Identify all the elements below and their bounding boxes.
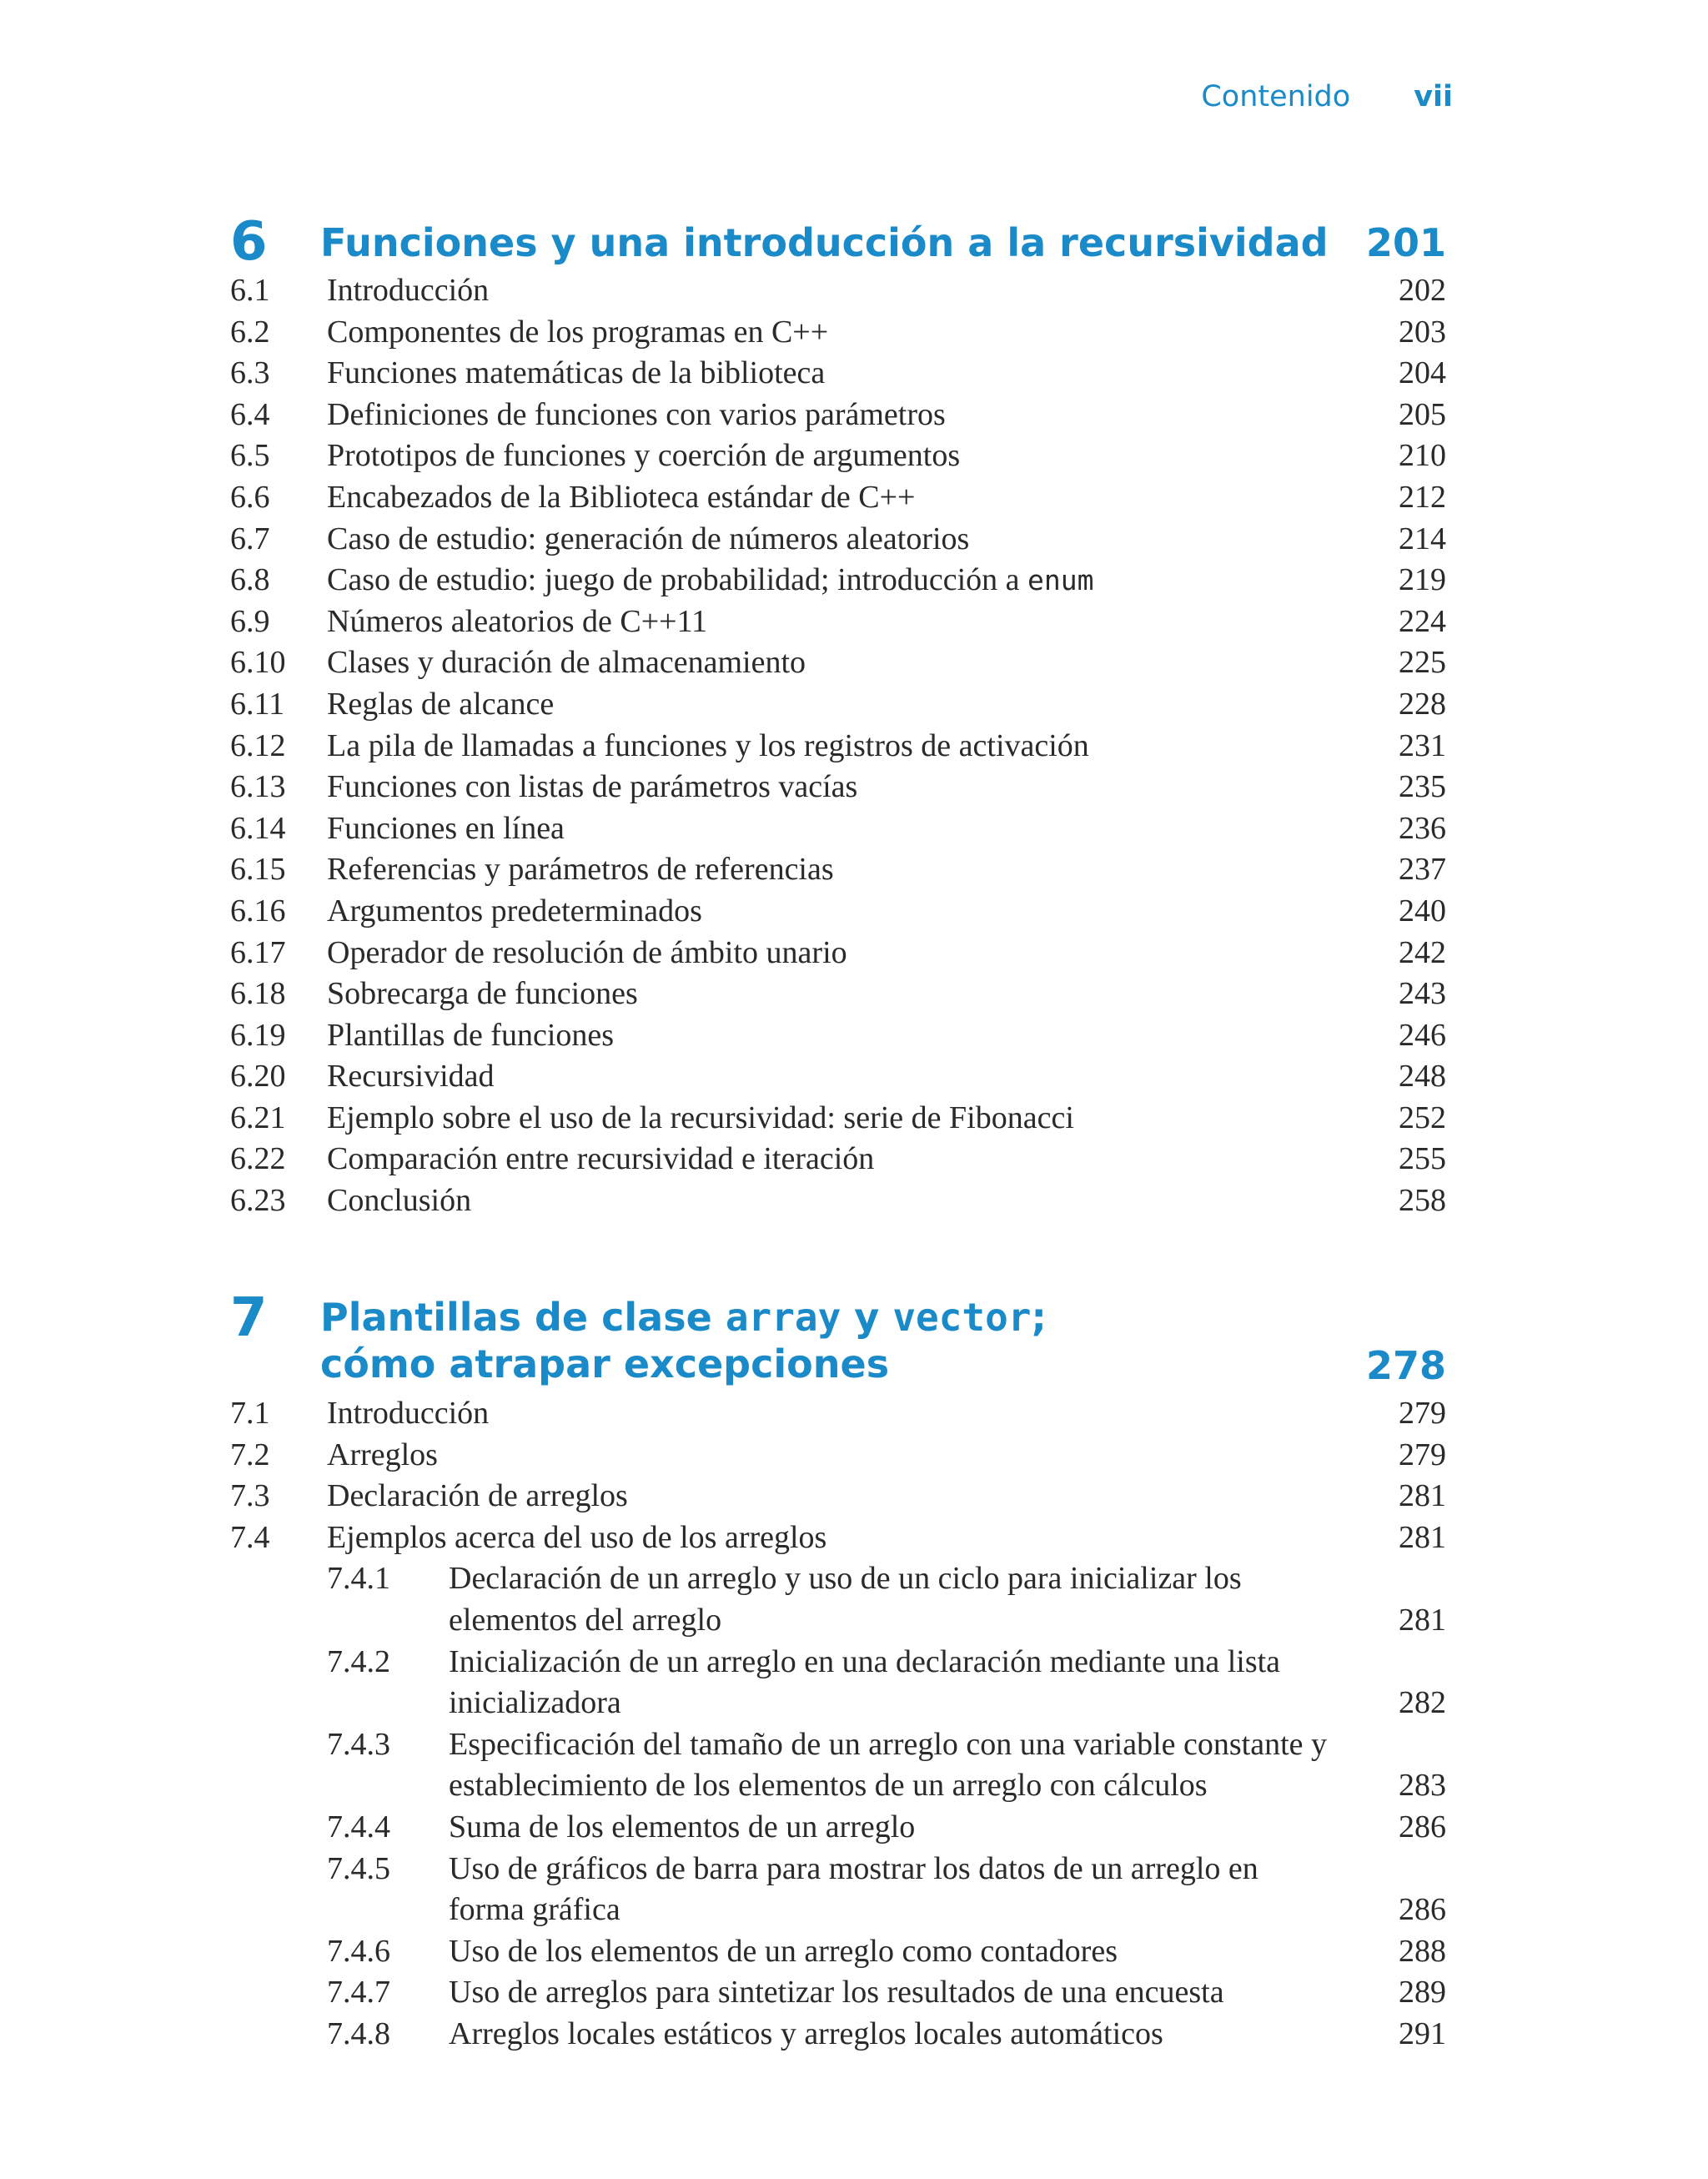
subentry-title: Arreglos locales estáticos y arreglos locales automáticos [449, 2015, 1163, 2051]
chapter-6-number: 6 [230, 211, 268, 273]
entry-page: 279 [1399, 1396, 1446, 1431]
entry-page: 219 [1399, 562, 1446, 598]
entry-title: Encabezados de la Biblioteca estándar de C++ [327, 479, 916, 515]
toc-entry[interactable] [230, 1015, 1446, 1057]
entry-number: 6.13 [230, 769, 286, 805]
entry-title: Declaración de arreglos [327, 1478, 628, 1514]
entry-page: 248 [1399, 1059, 1446, 1095]
chapter-7 [230, 1287, 1446, 2056]
entry-page: 212 [1399, 479, 1446, 515]
entry-title: Funciones en línea [327, 810, 565, 846]
entry-number: 6.6 [230, 479, 270, 515]
subentry-number: 7.4.2 [327, 1643, 390, 1679]
entry-page: 228 [1399, 686, 1446, 722]
toc-entry[interactable] [230, 974, 1446, 1015]
entry-page: 240 [1399, 893, 1446, 928]
entry-number: 6.1 [230, 273, 270, 308]
entry-number: 6.22 [230, 1141, 286, 1177]
entry-page: 252 [1399, 1100, 1446, 1135]
toc-subentry[interactable] [230, 1724, 1446, 1807]
entry-number: 6.18 [230, 976, 286, 1012]
toc-subentry[interactable] [230, 1642, 1446, 1724]
toc-entry[interactable] [230, 684, 1446, 726]
entry-number: 6.11 [230, 686, 285, 722]
entry-number: 6.14 [230, 810, 286, 846]
chapter-7-page: 278 [1365, 1343, 1446, 1388]
entry-number: 6.19 [230, 1017, 286, 1053]
toc-subentry[interactable] [230, 1972, 1446, 2014]
entry-number: 6.15 [230, 852, 286, 888]
entry-number: 6.2 [230, 314, 270, 350]
entry-number: 6.4 [230, 396, 270, 432]
entry-number: 6.3 [230, 355, 270, 391]
toc-entry[interactable] [230, 1517, 1446, 1559]
chapter-6 [230, 211, 1446, 1222]
entry-page: 202 [1399, 273, 1446, 308]
subentry-title: Uso de los elementos de un arreglo como contadores [449, 1933, 1118, 1969]
subentry-number: 7.4.6 [327, 1933, 390, 1969]
entry-number: 6.17 [230, 934, 286, 970]
entry-title: Comparación entre recursividad e iteración [327, 1141, 875, 1177]
entry-page: 225 [1399, 645, 1446, 681]
entry-title: Componentes de los programas en C++ [327, 314, 829, 350]
entry-page: 203 [1399, 314, 1446, 350]
chapter-6-title: Funciones y una introducción a la recursividad [320, 220, 1329, 265]
toc-entry[interactable] [230, 933, 1446, 974]
header-page-number: vii [1414, 80, 1453, 113]
toc-entry[interactable] [230, 353, 1446, 395]
entry-title: Introducción [327, 1396, 490, 1431]
toc-entry[interactable] [230, 1098, 1446, 1140]
entry-number: 6.10 [230, 645, 286, 681]
subentry-page: 283 [1399, 1768, 1446, 1804]
entry-title: La pila de llamadas a funciones y los registros de activación [327, 727, 1089, 763]
entry-number: 6.20 [230, 1059, 286, 1095]
chapter-6-page: 201 [1365, 220, 1446, 265]
chapter-7-title-line-1: Plantillas de clase array y vector; [320, 1295, 1047, 1340]
toc-entry[interactable] [230, 1435, 1446, 1477]
entry-number: 6.8 [230, 562, 270, 598]
toc-entry[interactable] [230, 477, 1446, 519]
entry-page: 205 [1399, 396, 1446, 432]
entry-title: Argumentos predeterminados [327, 893, 702, 928]
subentry-page: 288 [1399, 1933, 1446, 1969]
subentry-number: 7.4.3 [327, 1726, 390, 1762]
entry-page: 255 [1399, 1141, 1446, 1177]
entry-number: 7.1 [230, 1396, 270, 1431]
toc-entry[interactable] [230, 808, 1446, 850]
entry-title: Operador de resolución de ámbito unario [327, 934, 847, 970]
entry-title: Definiciones de funciones con varios parámetros [327, 396, 946, 432]
subentry-page: 282 [1399, 1685, 1446, 1721]
chapter-6-heading [230, 211, 1446, 273]
entry-title: Recursividad [327, 1059, 495, 1095]
entry-title: Ejemplos acerca del uso de los arreglos [327, 1519, 827, 1555]
toc-entry[interactable] [230, 642, 1446, 684]
entry-title: Funciones con listas de parámetros vacías [327, 769, 858, 805]
chapter-7-title-code-vector: vector [892, 1295, 1032, 1340]
toc-entry[interactable] [230, 726, 1446, 767]
running-header [1201, 80, 1453, 113]
entry-page: 231 [1399, 727, 1446, 763]
entry-title: Clases y duración de almacenamiento [327, 645, 806, 681]
toc-entry[interactable] [230, 1476, 1446, 1517]
subentry-number: 7.4.7 [327, 1975, 390, 2010]
entry-page: 281 [1399, 1478, 1446, 1514]
toc-subentry[interactable] [230, 1558, 1446, 1641]
entry-page: 236 [1399, 810, 1446, 846]
toc-entry[interactable] [230, 312, 1446, 354]
toc-subentry[interactable] [230, 1807, 1446, 1849]
subentry-title: Uso de arreglos para sintetizar los resultados de una encuesta [449, 1975, 1224, 2010]
subentry-page: 289 [1399, 1975, 1446, 2010]
toc-entry[interactable] [230, 435, 1446, 477]
entry-number: 6.7 [230, 521, 270, 556]
entry-number: 6.23 [230, 1183, 286, 1219]
subentry-number: 7.4.8 [327, 2015, 390, 2051]
entry-number: 6.5 [230, 438, 270, 474]
entry-title: Introducción [327, 273, 490, 308]
entry-page: 242 [1399, 934, 1446, 970]
entry-title: Conclusión [327, 1183, 472, 1219]
entry-page: 214 [1399, 521, 1446, 556]
entry-title: Arreglos [327, 1437, 438, 1472]
chapter-7-heading [230, 1287, 1446, 1393]
toc-entry[interactable] [230, 519, 1446, 561]
entry-page: 281 [1399, 1519, 1446, 1555]
toc-entry[interactable] [230, 1056, 1446, 1098]
entry-title: Números aleatorios de C++11 [327, 603, 708, 639]
chapter-7-number: 7 [230, 1287, 268, 1349]
toc-entry[interactable] [230, 891, 1446, 933]
subentry-title: Declaración de un arreglo y uso de un ciclo para inicializar los elementos del arreglo [449, 1561, 1242, 1638]
subentry-title: Uso de gráficos de barra para mostrar los datos de un arreglo en forma gráfica [449, 1850, 1258, 1928]
entry-title [327, 560, 1094, 601]
entry-number: 7.3 [230, 1478, 270, 1514]
entry-page: 237 [1399, 852, 1446, 888]
chapter-7-title-line-2: cómo atrapar excepciones [320, 1341, 890, 1386]
subentry-number: 7.4.5 [327, 1850, 390, 1886]
entry-title: Prototipos de funciones y coerción de argumentos [327, 438, 961, 474]
chapter-6-entries [230, 270, 1446, 1222]
entry-page: 235 [1399, 769, 1446, 805]
entry-title: Ejemplo sobre el uso de la recursividad: serie de Fibonacci [327, 1100, 1074, 1135]
entry-number: 7.2 [230, 1437, 270, 1472]
toc-entry[interactable] [230, 1139, 1446, 1180]
toc-entry[interactable] [230, 560, 1446, 601]
subentry-page: 291 [1399, 2015, 1446, 2051]
toc-subentry[interactable] [230, 2014, 1446, 2056]
toc-entry[interactable] [230, 1180, 1446, 1222]
entry-page: 279 [1399, 1437, 1446, 1472]
entry-title: Sobrecarga de funciones [327, 976, 638, 1012]
entry-page: 258 [1399, 1183, 1446, 1219]
entry-title-code: enum [1027, 564, 1094, 597]
entry-title: Referencias y parámetros de referencias [327, 852, 834, 888]
subentry-number: 7.4.4 [327, 1809, 390, 1844]
entry-number: 7.4 [230, 1519, 270, 1555]
entry-number: 6.16 [230, 893, 286, 928]
subentry-page: 286 [1399, 1892, 1446, 1928]
entry-page: 246 [1399, 1017, 1446, 1053]
chapter-7-title-code-array: array [725, 1295, 841, 1340]
toc-subentry[interactable] [230, 1849, 1446, 1931]
toc-entry[interactable] [230, 395, 1446, 436]
entry-title: Plantillas de funciones [327, 1017, 615, 1053]
subentry-title: Inicialización de un arreglo en una declaración mediante una lista inicializadora [449, 1643, 1281, 1721]
entry-number: 6.21 [230, 1100, 286, 1135]
subentry-page: 281 [1399, 1602, 1446, 1638]
toc-subentry[interactable] [230, 1931, 1446, 1973]
toc-entry[interactable] [230, 849, 1446, 891]
toc-entry[interactable] [230, 601, 1446, 643]
toc-entry[interactable] [230, 1393, 1446, 1435]
subentry-number: 7.4.1 [327, 1561, 390, 1597]
entry-page: 210 [1399, 438, 1446, 474]
entry-number: 6.12 [230, 727, 286, 763]
subentry-title: Especificación del tamaño de un arreglo con una variable constante y establecimiento de los elementos de un arreglo con cálculos [449, 1726, 1327, 1804]
entry-title-text: Caso de estudio: juego de probabilidad; introducción a [327, 562, 1028, 598]
chapter-7-entries [230, 1393, 1446, 1558]
header-label: Contenido [1201, 80, 1351, 113]
entry-title: Funciones matemáticas de la biblioteca [327, 355, 826, 391]
entry-title: Reglas de alcance [327, 686, 555, 722]
entry-page: 204 [1399, 355, 1446, 391]
entry-page: 224 [1399, 603, 1446, 639]
subentry-page: 286 [1399, 1809, 1446, 1844]
section-7-4-subentries [230, 1558, 1446, 2055]
entry-page: 243 [1399, 976, 1446, 1012]
toc-entry[interactable] [230, 270, 1446, 312]
entry-number: 6.9 [230, 603, 270, 639]
subentry-title: Suma de los elementos de un arreglo [449, 1809, 916, 1844]
entry-title: Caso de estudio: generación de números aleatorios [327, 521, 970, 556]
toc-entry[interactable] [230, 767, 1446, 808]
